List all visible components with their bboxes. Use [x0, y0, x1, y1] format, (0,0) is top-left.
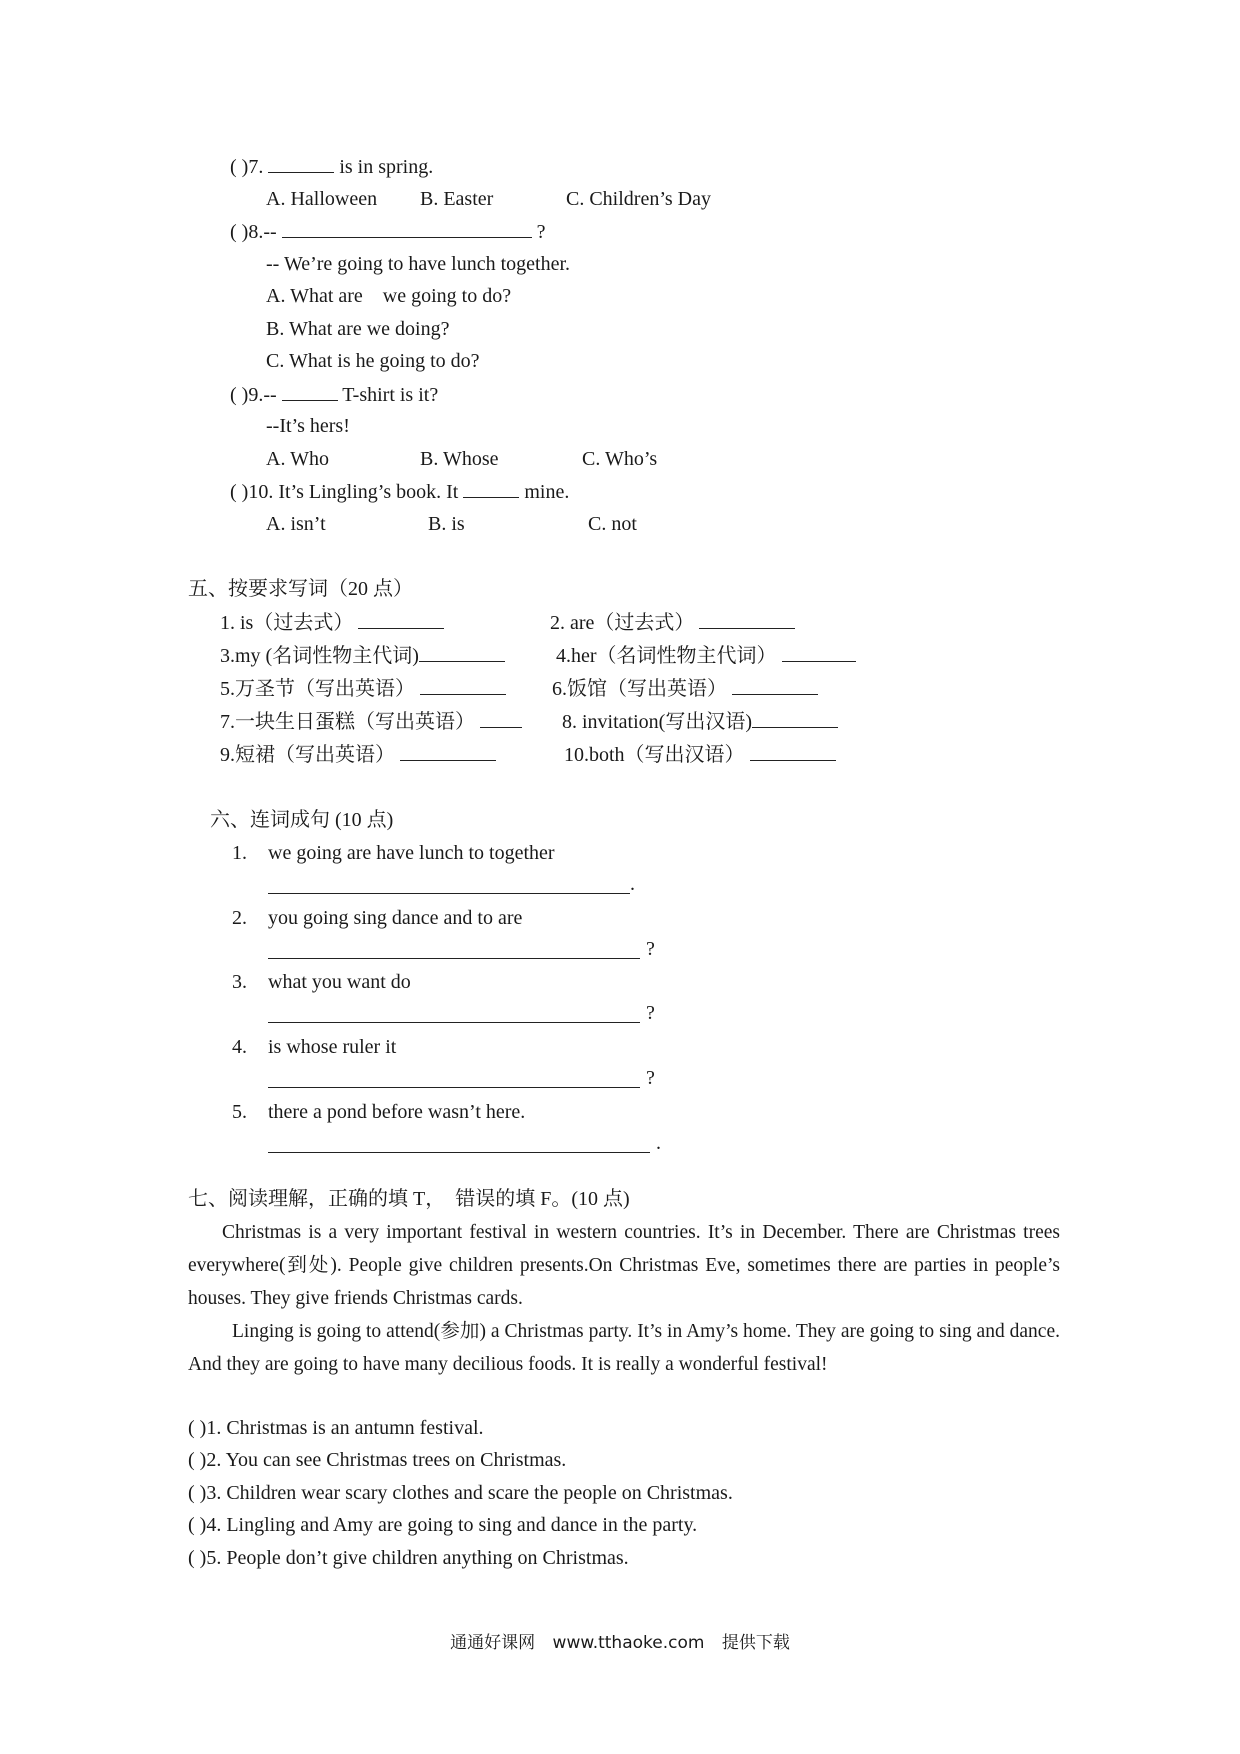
passage-paragraph-1: Christmas is a very important festival in western countries. It’s in December. There are Christmas trees everywhere(到处). People give children presents.On Christmas Eve, sometimes there are parties in people’s houses. They give friends Christmas cards. — [188, 1222, 1060, 1309]
section-5-heading: 五、按要求写词（20 点） — [188, 578, 413, 600]
question-8: ( )8.-- ? — [230, 221, 546, 243]
answer-line — [268, 1087, 640, 1088]
scrambled-words: we going are have lunch to together — [268, 842, 555, 864]
tf-statement-4: ( )4. Lingling and Amy are going to sing and dance in the party. — [188, 1514, 698, 1536]
tf-statement-2: ( )2. You can see Christmas trees on Christmas. — [188, 1449, 567, 1471]
q10-option-a: A. isn’t — [266, 513, 326, 535]
q10-option-c: C. not — [588, 513, 637, 535]
sentence-number: 3. — [232, 971, 247, 993]
sentence-end-mark: ? — [646, 1002, 655, 1024]
question-7: ( )7. is in spring. — [230, 156, 434, 178]
blank — [463, 479, 519, 498]
sentence-number: 1. — [232, 842, 247, 864]
sentence-number: 4. — [232, 1036, 247, 1058]
sentence-end-mark: . — [630, 873, 635, 895]
sentence-number: 2. — [232, 907, 247, 929]
q9-option-a: A. Who — [266, 448, 329, 470]
word-item: 10.both（写出汉语） — [564, 742, 836, 767]
answer-line — [268, 893, 630, 894]
blank — [750, 742, 836, 761]
q8-option-a: A. What are we going to do? — [266, 285, 512, 307]
word-item: 2. are（过去式） — [550, 610, 795, 635]
section-6-heading: 六、连词成句 (10 点) — [210, 809, 394, 831]
footer-url[interactable]: www.tthaoke.com — [552, 1633, 705, 1653]
blank — [782, 643, 856, 662]
blank — [358, 610, 444, 629]
word-item: 4.her（名词性物主代词） — [556, 643, 856, 668]
answer-line — [268, 958, 640, 959]
footer-site-name: 通通好课网 — [450, 1633, 536, 1653]
scrambled-words: you going sing dance and to are — [268, 907, 523, 929]
q7-option-c: C. Children’s Day — [566, 188, 711, 210]
q9-reply: --It’s hers! — [266, 415, 350, 437]
reading-passage — [188, 1216, 1060, 1381]
q7-option-b: B. Easter — [420, 188, 494, 210]
answer-line — [268, 1022, 640, 1023]
sentence-end-mark: . — [656, 1132, 661, 1154]
q7-option-a: A. Halloween — [266, 188, 378, 210]
blank — [480, 709, 522, 728]
scrambled-words: what you want do — [268, 971, 411, 993]
blank — [420, 676, 506, 695]
blank — [752, 709, 838, 728]
page-footer — [0, 1628, 1240, 1653]
passage-paragraph-2: Linging is going to attend(参加) a Christmas party. It’s in Amy’s home. They are going to sing and dance. And they are going to have many decilious foods. It is really a wonderful festival! — [188, 1321, 1060, 1375]
sentence-end-mark: ? — [646, 1067, 655, 1089]
word-item: 8. invitation(写出汉语) — [562, 709, 838, 734]
scrambled-words: there a pond before wasn’t here. — [268, 1101, 526, 1123]
blank — [699, 610, 795, 629]
blank — [268, 154, 334, 173]
section-7-heading: 七、阅读理解，正确的填 T， 错误的填 F。(10 点) — [188, 1188, 630, 1210]
word-item: 5.万圣节（写出英语） — [220, 676, 506, 701]
q10-option-b: B. is — [428, 513, 465, 535]
q8-option-b: B. What are we doing? — [266, 318, 450, 340]
sentence-number: 5. — [232, 1101, 247, 1123]
blank — [282, 382, 338, 401]
blank — [732, 676, 818, 695]
scrambled-words: is whose ruler it — [268, 1036, 397, 1058]
tf-statement-5: ( )5. People don’t give children anything on Christmas. — [188, 1547, 629, 1569]
blank — [282, 219, 532, 238]
blank — [400, 742, 496, 761]
tf-statement-3: ( )3. Children wear scary clothes and scare the people on Christmas. — [188, 1482, 733, 1504]
question-10: ( )10. It’s Lingling’s book. It mine. — [230, 481, 570, 503]
question-9: ( )9.-- T-shirt is it? — [230, 384, 439, 406]
word-item: 1. is（过去式） — [220, 610, 444, 635]
word-item: 7.一块生日蛋糕（写出英语） — [220, 709, 522, 734]
tf-statement-1: ( )1. Christmas is an antumn festival. — [188, 1417, 484, 1439]
q8-option-c: C. What is he going to do? — [266, 350, 480, 372]
q8-reply: -- We’re going to have lunch together. — [266, 253, 571, 275]
sentence-end-mark: ? — [646, 938, 655, 960]
word-item: 6.饭馆（写出英语） — [552, 676, 818, 701]
q9-option-c: C. Who’s — [582, 448, 658, 470]
word-item: 9.短裙（写出英语） — [220, 742, 496, 767]
word-item: 3.my (名词性物主代词) — [220, 643, 505, 668]
blank — [419, 643, 505, 662]
footer-suffix: 提供下载 — [721, 1633, 790, 1653]
answer-line — [268, 1152, 650, 1153]
q9-option-b: B. Whose — [420, 448, 499, 470]
